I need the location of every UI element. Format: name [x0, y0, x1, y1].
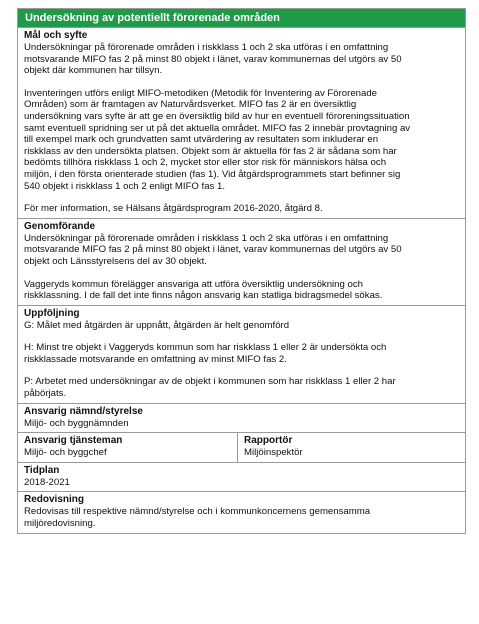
paragraph: Inventeringen utförs enligt MIFO-metodiken (Metodik för Inventering av Förorenade Områden) som är framtagen av Naturvårdsverket. MIFO fas 2 är en översiktlig undersökning vars syfte är att ge en översiktlig bild av hur en eventuell föroreningssituation samt eventuell spridning ser ut på det aktuella området. MIFO fas 2 innebär provtagning av till exempel mark och grundvatten samt utvärdering av resultaten som inkluderar en riskklass av den undersökta platsen. Objekt som är aktuella för fas 2 är sådana som har bedömts tillhöra riskklass 1 och 2, mycket stor eller stor risk för människors hälsa och miljön, i den första orienterade studien (fas 1). Vid åtgärdsprogrammets start befinner sig 540 objekt i riskklass 1 och 2 enligt MIFO fas 1. [24, 87, 411, 192]
section-uppfoljning [18, 306, 465, 404]
section-value: Redovisas till respektive nämnd/styrelse och i kommunkoncernens gemensamma miljöredovisning. [24, 506, 371, 530]
section-heading: Genomförande [24, 220, 96, 232]
section-heading: Mål och syfte [24, 30, 88, 41]
paragraph: Undersökningar på förorenade områden i riskklass 1 och 2 ska utföras i en omfattning motsvarande MIFO fas 2 på minst 80 objekt i länet, varav kommunernas del utgörs av 50 objekt där kommunen har tillsyn. [24, 42, 402, 77]
section-tjansteman-rapportor [18, 433, 465, 463]
section-heading: Uppföljning [24, 307, 80, 319]
section-heading: Rapportör [244, 435, 293, 447]
section-heading: Redovisning [24, 494, 85, 506]
section-heading: Ansvarig tjänsteman [24, 435, 123, 447]
section-value: Miljöinspektör [244, 447, 303, 459]
paragraph-p: P: Arbetet med undersökningar av de objekt i kommunen som har riskklass 1 eller 2 har påbörjats. [24, 376, 396, 400]
section-heading: Ansvarig nämnd/styrelse [24, 405, 143, 417]
paragraph: Vaggeryds kommun förelägger ansvariga att utföra översiktlig undersökning och riskklassning. I de fall det inte finns någon ansvarig kan statliga bidragsmedel sökas. [24, 278, 383, 302]
cell-ansvarig-tjansteman [18, 433, 238, 462]
paragraph-h: H: Minst tre objekt i Vaggeryds kommun som har riskklass 1 eller 2 är undersökta och riskklassade motsvarande en omfattning av minst MIFO fas 2. [24, 342, 387, 365]
section-value: 2018-2021 [24, 476, 70, 488]
paragraph: Undersökningar på förorenade områden i riskklass 1 och 2 ska utföras i en omfattning motsvarande MIFO fas 2 på minst 80 objekt i länet, varav kommunernas del utgörs av 50 objekt och Länsstyrelsens del av 30 objekt. [24, 232, 402, 267]
section-mal-och-syfte [18, 28, 465, 219]
section-genomforande [18, 219, 465, 306]
document-title: Undersökning av potentiellt förorenade områden [18, 9, 465, 28]
section-heading: Tidplan [24, 464, 60, 476]
paragraph-g: G: Målet med åtgärden är uppnått, åtgärden är helt genomförd [24, 319, 290, 331]
section-value: Miljö- och byggnämnden [24, 417, 129, 429]
section-ansvarig-namnd [18, 404, 465, 434]
section-redovisning [18, 492, 465, 532]
action-document [17, 8, 466, 534]
section-tidplan [18, 463, 465, 493]
paragraph: För mer information, se Hälsans åtgärdsprogram 2016-2020, åtgärd 8. [24, 203, 323, 215]
cell-rapportor [238, 433, 465, 462]
section-value: Miljö- och byggchef [24, 447, 107, 459]
